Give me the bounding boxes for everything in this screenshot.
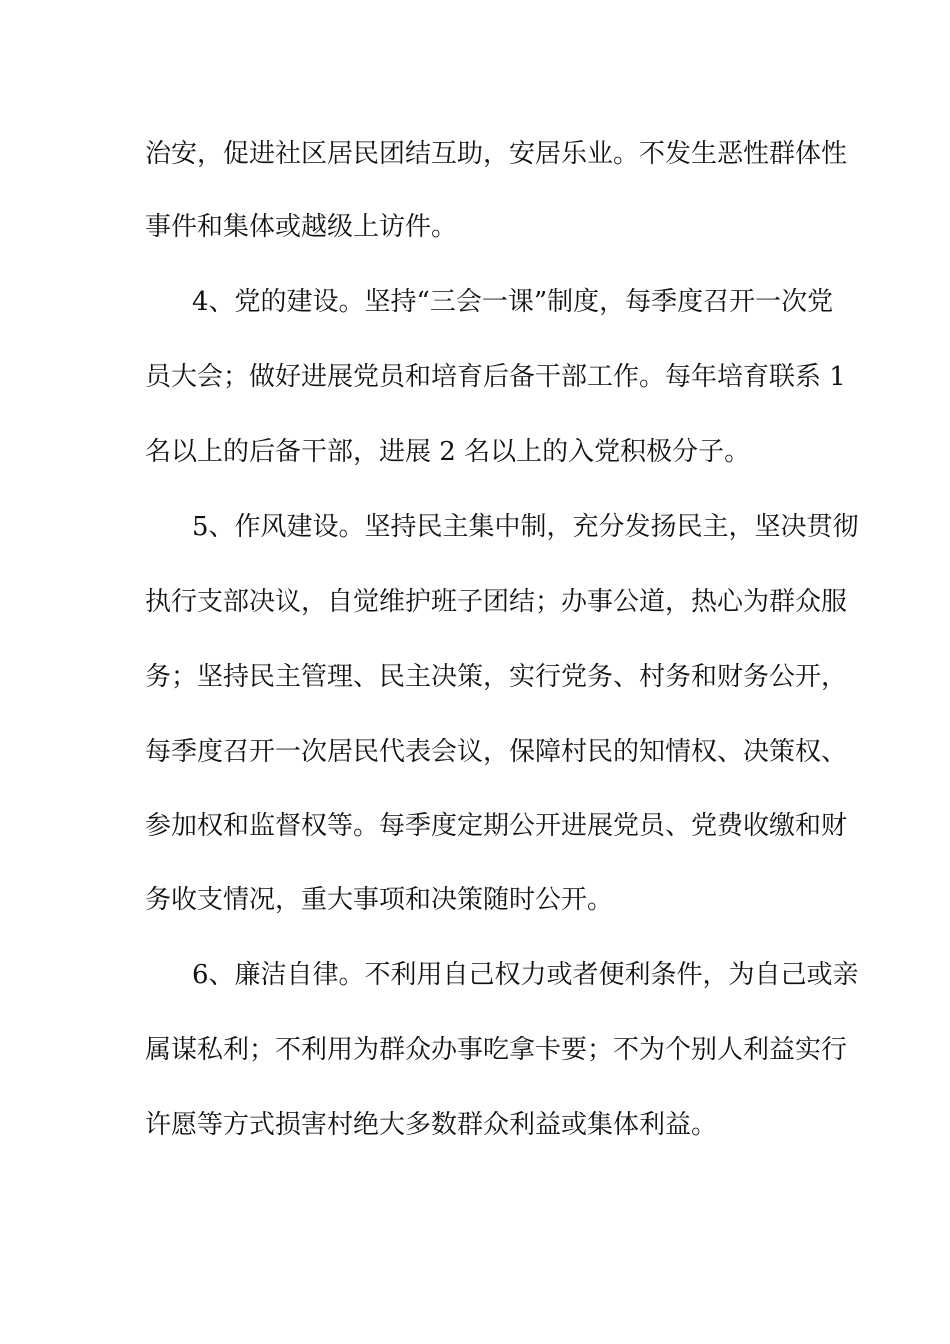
text-line-1: 治安，促进社区居民团结互助，安居乐业。不发生恶性群体性 bbox=[145, 139, 848, 169]
paragraph-5-line-2: 执行支部决议，自觉维护班子团结；办事公道，热心为群众服 bbox=[145, 587, 848, 617]
paragraph-5-line-1: 5、作风建设。坚持民主集中制，充分发扬民主，坚决贯彻 bbox=[192, 512, 859, 542]
paragraph-5-line-6: 务收支情况，重大事项和决策随时公开。 bbox=[145, 885, 614, 915]
paragraph-4-line-3: 名以上的后备干部，进展 2 名以上的入党积极分子。 bbox=[145, 437, 751, 467]
paragraph-6-line-2: 属谋私利；不利用为群众办事吃拿卡要；不为个别人利益实行 bbox=[145, 1035, 848, 1065]
paragraph-4-line-1: 4、党的建设。坚持“三会一课”制度，每季度召开一次党 bbox=[192, 287, 834, 317]
paragraph-4-line-2: 员大会；做好进展党员和培育后备干部工作。每年培育联系 1 bbox=[145, 362, 846, 392]
text-line-2: 事件和集体或越级上访件。 bbox=[145, 212, 458, 242]
paragraph-5-line-4: 每季度召开一次居民代表会议，保障村民的知情权、决策权、 bbox=[145, 737, 848, 767]
paragraph-5-line-3: 务；坚持民主管理、民主决策，实行党务、村务和财务公开， bbox=[145, 662, 848, 692]
paragraph-6-line-3: 许愿等方式损害村绝大多数群众利益或集体利益。 bbox=[145, 1110, 718, 1140]
paragraph-5-line-5: 参加权和监督权等。每季度定期公开进展党员、党费收缴和财 bbox=[145, 811, 848, 841]
paragraph-6-line-1: 6、廉洁自律。不利用自己权力或者便利条件，为自己或亲 bbox=[192, 960, 859, 990]
